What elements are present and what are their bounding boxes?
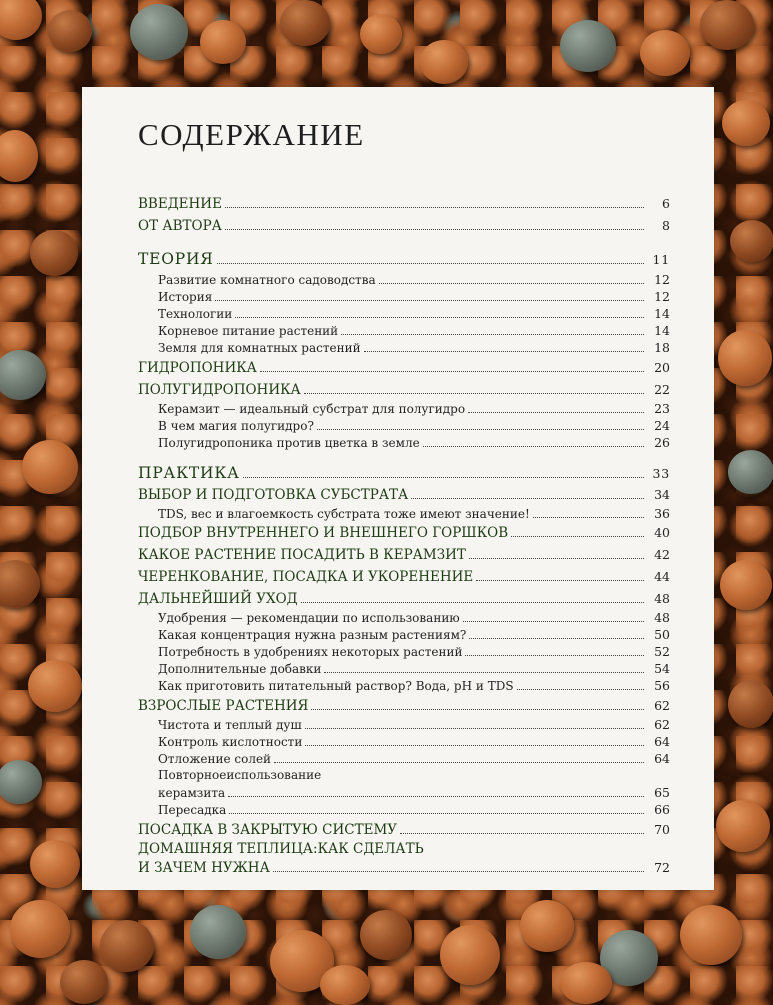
dot-leader (305, 728, 644, 729)
dot-leader (305, 745, 644, 746)
toc-subentry[interactable] (138, 418, 670, 433)
toc-subentry[interactable] (138, 340, 670, 355)
toc-entry-page: 56 (654, 678, 670, 693)
toc-entry-title: Корневое питание растений (158, 324, 339, 338)
toc-entry-title: ВЗРОСЛЫЕ РАСТЕНИЯ (138, 698, 309, 714)
toc-subentry[interactable] (138, 661, 670, 676)
toc-entry-page: 62 (654, 698, 670, 713)
toc-entry-page: 18 (654, 340, 670, 355)
toc-entry-title: Потребность в удобрениях некоторых растений (158, 645, 463, 659)
toc-entry-page: 62 (654, 717, 670, 732)
toc-subentry[interactable] (138, 644, 670, 659)
toc-entry[interactable] (138, 487, 670, 503)
toc-entry-title: Удобрения — рекомендации по использованию (158, 611, 460, 625)
toc-subentry[interactable] (138, 435, 670, 450)
toc-subentry-line1[interactable]: Повторноеиспользование (158, 768, 322, 782)
toc-entry-page: 20 (654, 360, 670, 375)
toc-entry-line1[interactable]: ДОМАШНЯЯ ТЕПЛИЦА:КАК СДЕЛАТЬ (138, 841, 424, 857)
toc-entry-page: 6 (662, 196, 670, 211)
toc-subentry[interactable] (138, 323, 670, 338)
dot-leader (229, 813, 644, 814)
toc-entry-title: ТЕОРИЯ (138, 250, 214, 268)
toc-subentry[interactable] (138, 401, 670, 416)
toc-entry-page: 34 (654, 487, 670, 502)
toc-entry-title: ПОДБОР ВНУТРЕННЕГО И ВНЕШНЕГО ГОРШКОВ (138, 525, 509, 541)
toc-entry-title: Дополнительные добавки (158, 662, 322, 676)
toc-subentry[interactable] (138, 289, 670, 304)
toc-subentry[interactable] (138, 610, 670, 625)
toc-entry-title: ЧЕРЕНКОВАНИЕ, ПОСАДКА И УКОРЕНЕНИЕ (138, 569, 474, 585)
toc-entry[interactable] (138, 822, 670, 838)
dot-leader (304, 393, 644, 394)
toc-entry-title: В чем магия полугидро? (158, 419, 314, 433)
dot-leader (215, 300, 644, 301)
toc-entry-title: ПОСАДКА В ЗАКРЫТУЮ СИСТЕМУ (138, 822, 398, 838)
toc-entry-title: TDS, вес и влагоемкость субстрата тоже имеют значение! (158, 507, 530, 521)
toc-entry-page: 65 (654, 785, 670, 800)
toc-entry-page: 48 (654, 610, 670, 625)
toc-entry-title: История (158, 290, 213, 304)
dot-leader (228, 796, 644, 797)
toc-entry[interactable] (138, 360, 670, 376)
page-title: СОДЕРЖАНИЕ (138, 117, 365, 152)
toc-entry-page: 8 (662, 218, 670, 233)
dot-leader (400, 833, 644, 834)
toc-entry-page: 48 (654, 591, 670, 606)
toc-entry-page: 72 (654, 860, 670, 875)
toc-entry-title: Пересадка (158, 803, 227, 817)
toc-subentry[interactable] (138, 785, 670, 800)
dot-leader (364, 351, 644, 352)
toc-entry[interactable] (138, 698, 670, 714)
dot-leader (235, 317, 644, 318)
toc-part-heading[interactable] (138, 250, 670, 268)
toc-subentry[interactable] (138, 678, 670, 693)
toc-entry-title: Развитие комнатного садоводства (158, 273, 376, 287)
dot-leader (476, 580, 644, 581)
dot-leader (225, 229, 644, 230)
toc-entry-title: ДАЛЬНЕЙШИЙ УХОД (138, 591, 298, 607)
toc-entry-title: Отложение солей (158, 752, 272, 766)
toc-entry-page: 33 (652, 466, 670, 481)
toc-entry-title: Какая концентрация нужна разным растениям? (158, 628, 467, 642)
toc-entry-title: ПРАКТИКА (138, 464, 240, 482)
toc-entry-title: Контроль кислотности (158, 735, 303, 749)
toc-entry-page: 24 (654, 418, 670, 433)
dot-leader (273, 871, 644, 872)
toc-entry-title: Как приготовить питательный раствор? Вода, pH и TDS (158, 679, 514, 693)
toc-entry-title: И ЗАЧЕМ НУЖНА (138, 860, 270, 876)
toc-entry-page: 12 (654, 272, 670, 287)
toc-entry-page: 22 (654, 382, 670, 397)
toc-subentry[interactable] (138, 627, 670, 642)
dot-leader (301, 602, 644, 603)
toc-entry[interactable] (138, 547, 670, 563)
toc-entry-page: 11 (652, 252, 670, 267)
dot-leader (533, 517, 644, 518)
toc-entry-title: Технологии (158, 307, 233, 321)
dot-leader (511, 536, 644, 537)
toc-subentry[interactable] (138, 306, 670, 321)
toc-entry[interactable] (138, 591, 670, 607)
dot-leader (274, 762, 644, 763)
toc-part-heading[interactable] (138, 464, 670, 482)
toc-entry-page: 64 (654, 734, 670, 749)
dot-leader (423, 446, 644, 447)
toc-entry-title: Полугидропоника против цветка в земле (158, 436, 420, 450)
dot-leader (517, 689, 644, 690)
toc-entry-page: 14 (654, 323, 670, 338)
toc-entry-page: 50 (654, 627, 670, 642)
toc-subentry[interactable] (138, 717, 670, 732)
dot-leader (468, 412, 644, 413)
toc-subentry[interactable] (138, 272, 670, 287)
contents-page (82, 87, 714, 890)
toc-entry-title: ГИДРОПОНИКА (138, 360, 257, 376)
toc-entry[interactable] (138, 525, 670, 541)
toc-entry-title: ВВЕДЕНИЕ (138, 196, 222, 212)
dot-leader (341, 334, 644, 335)
toc-subentry[interactable] (138, 506, 670, 521)
toc-entry-title: Земля для комнатных растений (158, 341, 361, 355)
toc-entry-page: 12 (654, 289, 670, 304)
dot-leader (469, 638, 644, 639)
dot-leader (411, 498, 644, 499)
toc-entry-title: керамзита (158, 786, 226, 800)
toc-entry[interactable] (138, 196, 670, 212)
toc-entry-page: 23 (654, 401, 670, 416)
toc-subentry[interactable] (138, 734, 670, 749)
dot-leader (463, 621, 644, 622)
dot-leader (260, 371, 644, 372)
dot-leader (225, 207, 644, 208)
dot-leader (243, 477, 644, 478)
toc-entry-page: 14 (654, 306, 670, 321)
dot-leader (324, 672, 644, 673)
toc-entry[interactable] (138, 860, 670, 876)
toc-entry-page: 52 (654, 644, 670, 659)
toc-entry-page: 40 (654, 525, 670, 540)
toc-entry-page: 42 (654, 547, 670, 562)
toc-entry-page: 54 (654, 661, 670, 676)
toc-entry-title: ПОЛУГИДРОПОНИКА (138, 382, 301, 398)
toc-entry-title: Керамзит — идеальный субстрат для полугидро (158, 402, 466, 416)
dot-leader (379, 283, 644, 284)
dot-leader (465, 655, 644, 656)
dot-leader (311, 709, 644, 710)
dot-leader (469, 558, 644, 559)
toc-entry-page: 64 (654, 751, 670, 766)
toc-entry[interactable] (138, 382, 670, 398)
toc-entry-page: 36 (654, 506, 670, 521)
toc-entry-page: 66 (654, 802, 670, 817)
toc-entry[interactable] (138, 569, 670, 585)
toc-entry-title: Чистота и теплый душ (158, 718, 302, 732)
toc-entry-page: 44 (654, 569, 670, 584)
toc-entry-title: ОТ АВТОРА (138, 218, 222, 234)
toc-entry[interactable] (138, 218, 670, 234)
toc-subentry[interactable] (138, 802, 670, 817)
toc-entry-title: ВЫБОР И ПОДГОТОВКА СУБСТРАТА (138, 487, 409, 503)
toc-entry-page: 26 (654, 435, 670, 450)
toc-subentry[interactable] (138, 751, 670, 766)
toc-entry-title: КАКОЕ РАСТЕНИЕ ПОСАДИТЬ В КЕРАМЗИТ (138, 547, 466, 563)
toc-entry-page: 70 (654, 822, 670, 837)
dot-leader (217, 263, 644, 264)
dot-leader (317, 429, 644, 430)
